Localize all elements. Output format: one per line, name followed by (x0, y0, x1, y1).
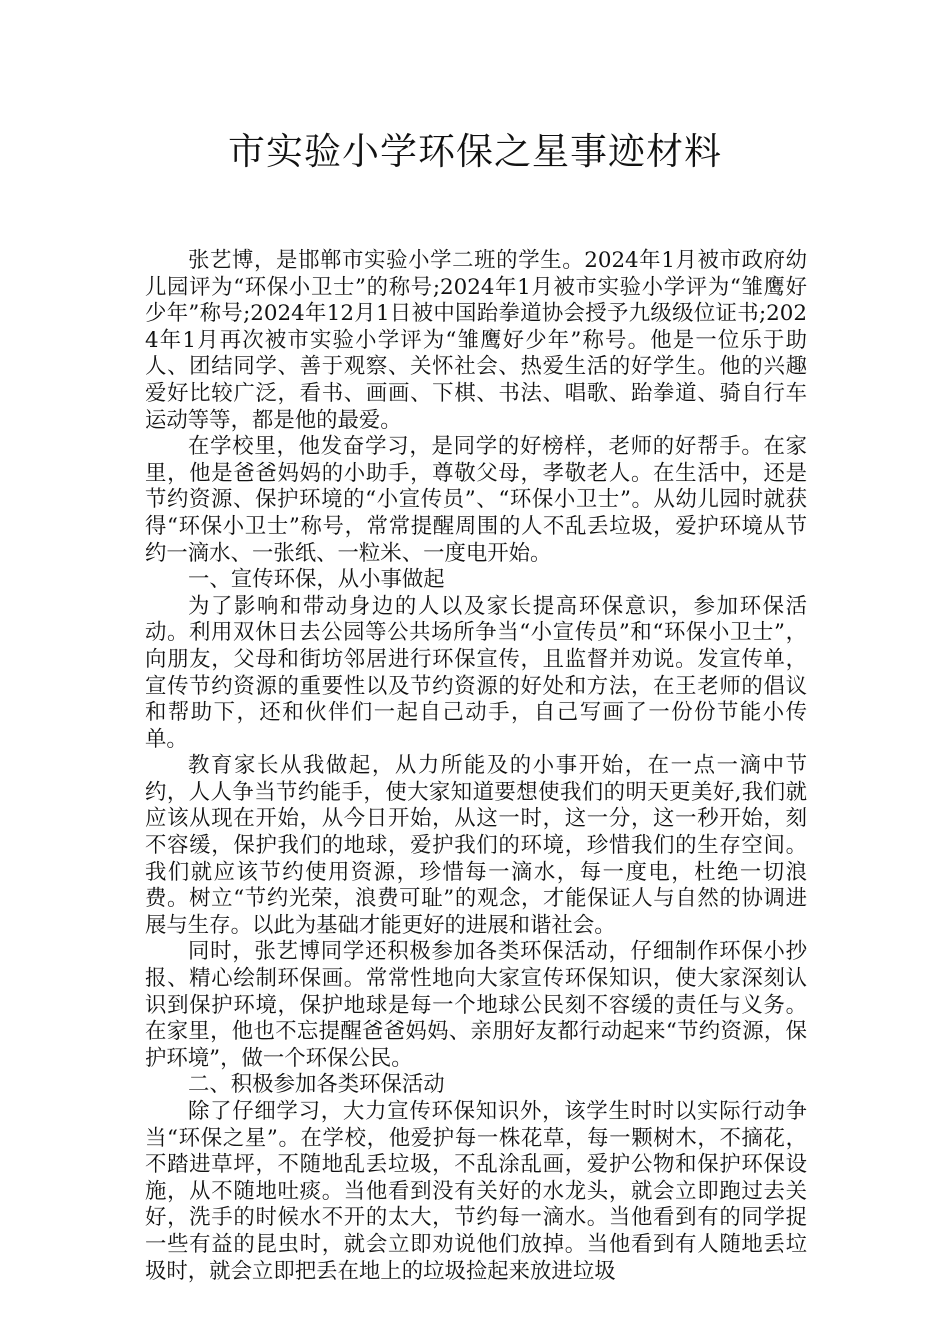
paragraph-publicity: 为了影响和带动身边的人以及家长提高环保意识，参加环保活动。利用双休日去公园等公共场所争当“小宣传员”和“环保小卫士”，向朋友，父母和街坊邻居进行环保宣传，且监督并劝说。发宣传单，宣传节约资源的重要性以及节约资源的好处和方法，在王老师的倡议和帮助下，还和伙伴们一起自己动手，自己写画了一份份节能小传单。 (145, 593, 807, 752)
page-title: 市实验小学环保之星事迹材料 (228, 130, 722, 173)
paragraph-school-life: 在学校里，他发奋学习，是同学的好榜样，老师的好帮手。在家里，他是爸爸妈妈的小助手，尊敬父母，孝敬老人。在生活中，还是节约资源、保护环境的“小宣传员”、“环保小卫士”。从幼儿园时就获得“环保小卫士”称号，常常提醒周围的人不乱丢垃圾，爱护环境从节约一滴水、一张纸、一粒米、一度电开始。 (145, 434, 807, 566)
section-heading-2: 二、积极参加各类环保活动 (188, 1072, 445, 1098)
paragraph-activities: 同时，张艺博同学还积极参加各类环保活动，仔细制作环保小抄报、精心绘制环保画。常常性地向大家宣传环保知识，使大家深刻认识到保护环境，保护地球是每一个地球公民刻不容缓的责任与义务。在家里，他也不忘提醒爸爸妈妈、亲朋好友都行动起来“节约资源，保护环境”，做一个环保公民。 (145, 939, 807, 1071)
section-heading-1: 一、宣传环保，从小事做起 (188, 567, 445, 593)
document-body (145, 248, 807, 1285)
paragraph-educate-parents: 教育家长从我做起，从力所能及的小事开始，在一点一滴中节约，人人争当节约能手，使大家知道要想使我们的明天更美好,我们就应该从现在开始，从今日开始，从这一时，这一分，这一秒开始，刻不容缓，保护我们的地球，爱护我们的环境，珍惜我们的生存空间。我们就应该节约使用资源，珍惜每一滴水，每一度电，杜绝一切浪费。树立“节约光荣，浪费可耻”的观念，才能保证人与自然的协调进展与生存。以此为基础才能更好的进展和谐社会。 (145, 753, 807, 938)
paragraph-actions: 除了仔细学习，大力宣传环保知识外，该学生时时以实际行动争当“环保之星”。在学校，他爱护每一株花草，每一颗树木，不摘花，不踏进草坪，不随地乱丢垃圾，不乱涂乱画，爱护公物和保护环保设施，从不随地吐痰。当他看到没有关好的水龙头，就会立即跑过去关好，洗手的时候水不开的太大，节约每一滴水。当他看到有的同学捉一些有益的昆虫时，就会立即劝说他们放掉。当他看到有人随地丢垃圾时，就会立即把丢在地上的垃圾捡起来放进垃圾 (145, 1099, 807, 1284)
paragraph-intro: 张艺博，是邯郸市实验小学二班的学生。2024年1月被市政府幼儿园评为“环保小卫士”的称号;2024年1月被市实验小学评为“雏鹰好少年”称号;2024年12月1日被中国跆拳道协会授予九级级位证书;2024年1月再次被市实验小学评为“雏鹰好少年”称号。他是一位乐于助人、团结同学、善于观察、关怀社会、热爱生活的好学生。他的兴趣爱好比较广泛，看书、画画、下棋、书法、唱歌、跆拳道、骑自行车运动等等，都是他的最爱。 (145, 248, 807, 433)
